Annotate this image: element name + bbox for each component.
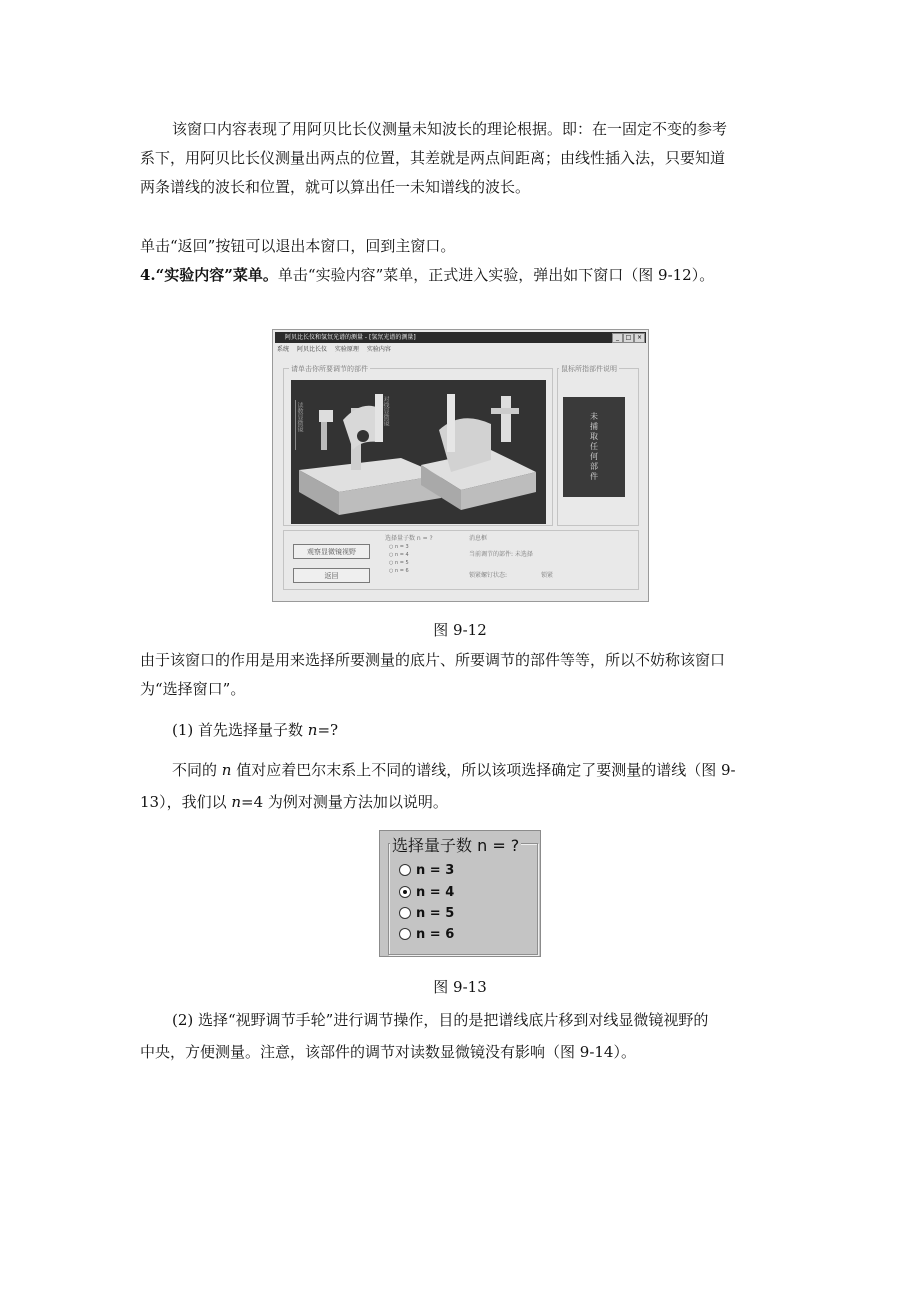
quantum-select-label: 选择量子数 n = ? <box>385 535 433 542</box>
window-menubar <box>277 344 397 353</box>
paragraph-4-line-1: 由于该窗口的作用是用来选择所要测量的底片、所要调节的部件等等，所以不妨称该窗口 <box>140 651 726 669</box>
paragraph-1-line-2: 系下，用阿贝比长仪测量出两点的位置，其差就是两点间距离；由线性插入法，只要知道 <box>140 149 726 167</box>
scene-group-label: 请单击你所要调节的部件 <box>291 365 368 373</box>
paragraph-6-line-1: 不同的 n 值对应着巴尔末系上不同的谱线，所以该项选择确定了要测量的谱线（图 9- <box>172 761 736 779</box>
menu-abbe[interactable]: 阿贝比长仪 <box>296 346 327 353</box>
selection-window-screenshot <box>272 329 649 602</box>
option-n5[interactable]: n = 5 <box>399 905 454 923</box>
paragraph-6-line-2: 13），我们以 n=4 为例对测量方法加以说明。 <box>140 793 448 811</box>
paragraph-1-line-1: 该窗口内容表现了用阿贝比长仪测量未知波长的理论根据。即：在一固定不变的参考 <box>172 120 728 138</box>
paragraph-2: 单击“返回”按钮可以退出本窗口，回到主窗口。 <box>140 237 456 255</box>
menu-system[interactable]: 系统 <box>277 346 290 353</box>
radio-selected-icon[interactable] <box>399 886 411 898</box>
radio-icon[interactable] <box>399 864 411 876</box>
window-titlebar <box>275 332 646 343</box>
minimize-icon[interactable]: _ <box>612 333 623 343</box>
option-n3[interactable]: n = 3 <box>399 862 454 880</box>
paragraph-3-text: 单击“实验内容”菜单，正式进入实验，弹出如下窗口（图 9-12）。 <box>277 266 715 284</box>
right-column <box>447 394 455 452</box>
part-description-panel: 未捕取任何部件 <box>563 397 625 497</box>
left-handwheel <box>357 430 369 442</box>
paragraph-3 <box>140 262 780 289</box>
observe-microscope-button[interactable]: 观察显微镜视野 <box>293 544 370 559</box>
radio-n3[interactable]: ○ n = 3 <box>389 544 409 550</box>
paragraph-1-line-3: 两条谱线的波长和位置，就可以算出任一未知谱线的波长。 <box>140 178 531 196</box>
close-icon[interactable]: × <box>634 333 645 343</box>
paragraph-7-line-1: (2) 选择“视野调节手轮”进行调节操作，目的是把谱线底片移到对线显微镜视野的 <box>172 1011 709 1029</box>
menu-content[interactable]: 实验内容 <box>366 346 391 353</box>
instrument-scene[interactable] <box>291 380 546 524</box>
figure-9-12-caption: 图 9-12 <box>433 621 487 639</box>
radio-n4[interactable]: ○ n = 4 <box>389 552 409 558</box>
info-screw-value: 锁紧 <box>541 572 554 579</box>
paragraph-7-line-2: 中央，方便测量。注意，该部件的调节对读数显微镜没有影响（图 9-14）。 <box>140 1043 636 1061</box>
figure-9-13-caption: 图 9-13 <box>433 978 487 996</box>
radio-n5[interactable]: ○ n = 5 <box>389 560 409 566</box>
option-n4[interactable]: n = 4 <box>399 884 454 902</box>
right-microscope-tube <box>501 396 511 442</box>
menu-principle[interactable]: 实验原理 <box>334 346 359 353</box>
left-side-label: 读数显微镜 <box>296 402 303 432</box>
section-heading: 4.“实验内容”菜单。 <box>140 266 278 284</box>
maximize-icon[interactable]: □ <box>623 333 634 343</box>
window-title: 阿贝比长仪和氢氘光谱的测量 - [氢氘光谱的测量] <box>285 334 416 341</box>
left-microscope-head <box>319 410 333 422</box>
info-box-label: 消息框 <box>469 535 488 542</box>
radio-icon[interactable] <box>399 928 411 940</box>
return-button[interactable]: 返回 <box>293 568 370 583</box>
paragraph-5: (1) 首先选择量子数 n=? <box>172 721 339 739</box>
abbe-comparator-drawing <box>291 380 546 524</box>
info-screw-label: 锁紧螺钉状态: <box>469 572 508 579</box>
quantum-number-panel <box>379 830 541 957</box>
quantum-number-title: 选择量子数 n = ? <box>390 833 521 856</box>
option-n6[interactable]: n = 6 <box>399 926 454 944</box>
paragraph-4-line-2: 为“选择窗口”。 <box>140 680 246 698</box>
notice-group-label: 鼠标所指部件说明 <box>561 365 617 373</box>
radio-n6[interactable]: ○ n = 6 <box>389 568 409 574</box>
info-current-part: 当前调节的部件: 未选择 <box>469 551 533 558</box>
right-side-label: 对线显微镜 <box>382 396 389 426</box>
radio-icon[interactable] <box>399 907 411 919</box>
